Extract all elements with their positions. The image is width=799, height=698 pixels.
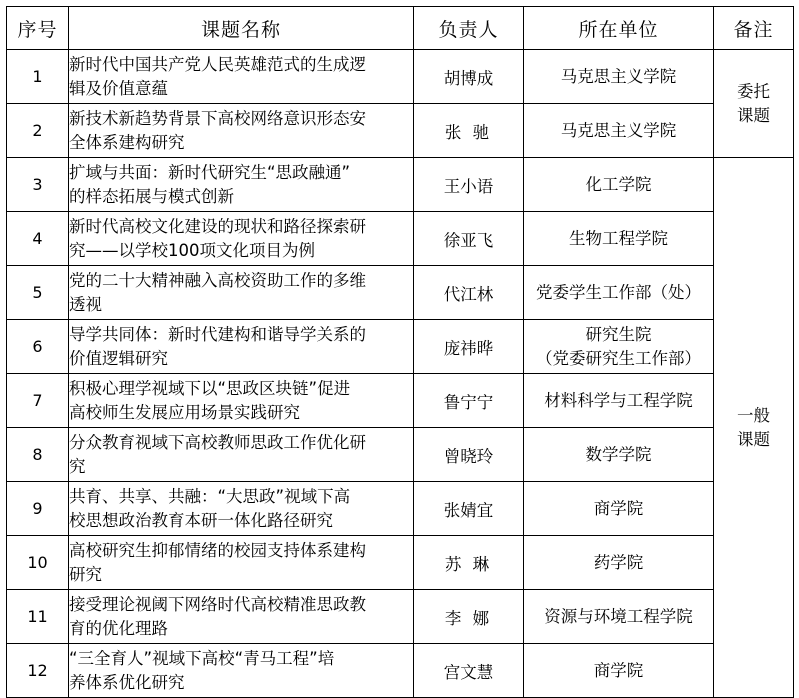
row-title xyxy=(69,644,414,698)
row-title-line1: 党的二十大精神融入高校资助工作的多维 xyxy=(69,271,366,291)
remark-line1: 一般 xyxy=(737,405,770,425)
row-number: 7 xyxy=(7,374,69,428)
row-title xyxy=(69,428,414,482)
row-title xyxy=(69,536,414,590)
table-row xyxy=(7,590,794,644)
row-leader: 徐亚飞 xyxy=(414,212,524,266)
row-title-line2: 高校师生发展应用场景实践研究 xyxy=(69,402,300,422)
row-title-line1: “三全育人”视域下高校“青马工程”培 xyxy=(69,649,335,669)
row-leader: 张婧宜 xyxy=(414,482,524,536)
column-header-remark: 备注 xyxy=(714,7,794,50)
row-title-line2: 养体系优化研究 xyxy=(69,672,185,692)
table-row xyxy=(7,320,794,374)
table-row xyxy=(7,428,794,482)
table-row xyxy=(7,104,794,158)
row-unit-line1: 化工学院 xyxy=(585,174,652,194)
row-leader: 宫文慧 xyxy=(414,644,524,698)
row-title xyxy=(69,590,414,644)
row-title-line1: 分众教育视域下高校教师思政工作优化研 xyxy=(69,433,366,453)
row-title-line2: 究 xyxy=(69,456,86,476)
row-unit-line2: （党委研究生工作部） xyxy=(536,348,701,368)
row-leader: 代江林 xyxy=(414,266,524,320)
row-number: 9 xyxy=(7,482,69,536)
row-number: 11 xyxy=(7,590,69,644)
row-title-line1: 新技术新趋势背景下高校网络意识形态安 xyxy=(69,109,366,129)
row-unit xyxy=(524,266,714,320)
row-leader: 曾晓玲 xyxy=(414,428,524,482)
row-title-line2: 育的优化理路 xyxy=(69,618,168,638)
row-leader: 胡博成 xyxy=(414,50,524,104)
row-title-line2: 的样态拓展与模式创新 xyxy=(69,186,234,206)
row-unit-line1: 商学院 xyxy=(593,660,644,680)
remark-line2: 课题 xyxy=(737,429,770,449)
row-title-line1: 共育、共享、共融：“大思政”视域下高 xyxy=(69,487,351,507)
row-unit xyxy=(524,374,714,428)
row-title xyxy=(69,320,414,374)
row-title xyxy=(69,374,414,428)
remark-line2: 课题 xyxy=(737,105,770,125)
row-unit-line1: 商学院 xyxy=(593,498,644,518)
column-header-title: 课题名称 xyxy=(69,7,414,50)
row-leader: 李 娜 xyxy=(414,590,524,644)
table-body xyxy=(7,50,794,698)
row-title-line1: 新时代中国共产党人民英雄范式的生成逻 xyxy=(69,55,366,75)
row-number: 5 xyxy=(7,266,69,320)
row-number: 4 xyxy=(7,212,69,266)
remark-line1: 委托 xyxy=(737,81,770,101)
row-unit xyxy=(524,428,714,482)
row-leader: 张 驰 xyxy=(414,104,524,158)
row-leader: 鲁宁宁 xyxy=(414,374,524,428)
row-unit xyxy=(524,320,714,374)
table-row xyxy=(7,482,794,536)
column-header-unit: 所在单位 xyxy=(524,7,714,50)
row-title xyxy=(69,482,414,536)
row-number: 6 xyxy=(7,320,69,374)
table-row xyxy=(7,644,794,698)
row-title-line1: 新时代高校文化建设的现状和路径探索研 xyxy=(69,217,366,237)
row-number: 10 xyxy=(7,536,69,590)
row-unit xyxy=(524,644,714,698)
row-number: 12 xyxy=(7,644,69,698)
row-title-line2: 价值逻辑研究 xyxy=(69,348,168,368)
row-unit-line1: 材料科学与工程学院 xyxy=(544,390,693,410)
remark-group-entrusted xyxy=(714,50,794,158)
remark-group-general xyxy=(714,158,794,698)
project-list-table xyxy=(6,6,794,698)
table-header-row xyxy=(7,7,794,50)
table-row xyxy=(7,374,794,428)
table-row xyxy=(7,536,794,590)
row-unit xyxy=(524,158,714,212)
row-unit-line1: 党委学生工作部（处） xyxy=(536,282,701,302)
row-title xyxy=(69,104,414,158)
row-unit xyxy=(524,212,714,266)
row-unit xyxy=(524,590,714,644)
row-title-line1: 导学共同体：新时代建构和谐导学关系的 xyxy=(69,325,366,345)
row-unit-line1: 资源与环境工程学院 xyxy=(544,606,693,626)
row-unit-line1: 马克思主义学院 xyxy=(560,66,677,86)
row-number: 8 xyxy=(7,428,69,482)
table-row xyxy=(7,266,794,320)
row-number: 2 xyxy=(7,104,69,158)
row-title xyxy=(69,158,414,212)
row-title-line2: 透视 xyxy=(69,294,102,314)
row-title-line1: 高校研究生抑郁情绪的校园支持体系建构 xyxy=(69,541,366,561)
column-header-no: 序号 xyxy=(7,7,69,50)
row-title-line2: 校思想政治教育本研一体化路径研究 xyxy=(69,510,333,530)
table-header xyxy=(7,7,794,50)
row-number: 1 xyxy=(7,50,69,104)
row-leader: 王小语 xyxy=(414,158,524,212)
row-unit xyxy=(524,104,714,158)
row-unit-line1: 研究生院 xyxy=(585,325,652,345)
row-title-line2: 究——以学校100项文化项目为例 xyxy=(69,240,315,260)
row-title-line1: 接受理论视阈下网络时代高校精准思政教 xyxy=(69,595,366,615)
table-row xyxy=(7,212,794,266)
row-title-line2: 研究 xyxy=(69,564,102,584)
row-unit-line1: 马克思主义学院 xyxy=(560,120,677,140)
row-title-line1: 积极心理学视域下以“思政区块链”促进 xyxy=(69,379,351,399)
row-leader: 苏 琳 xyxy=(414,536,524,590)
table-row xyxy=(7,158,794,212)
row-unit xyxy=(524,536,714,590)
row-leader: 庞祎晔 xyxy=(414,320,524,374)
row-title xyxy=(69,50,414,104)
row-unit-line1: 生物工程学院 xyxy=(569,228,668,248)
row-title xyxy=(69,212,414,266)
row-unit-line1: 药学院 xyxy=(593,552,644,572)
row-title-line2: 辑及价值意蕴 xyxy=(69,78,168,98)
row-unit xyxy=(524,482,714,536)
column-header-leader: 负责人 xyxy=(414,7,524,50)
row-unit xyxy=(524,50,714,104)
table-row xyxy=(7,50,794,104)
row-title-line2: 全体系建构研究 xyxy=(69,132,185,152)
row-number: 3 xyxy=(7,158,69,212)
row-title-line1: 扩域与共面：新时代研究生“思政融通” xyxy=(69,163,351,183)
row-unit-line1: 数学学院 xyxy=(585,444,652,464)
row-title xyxy=(69,266,414,320)
